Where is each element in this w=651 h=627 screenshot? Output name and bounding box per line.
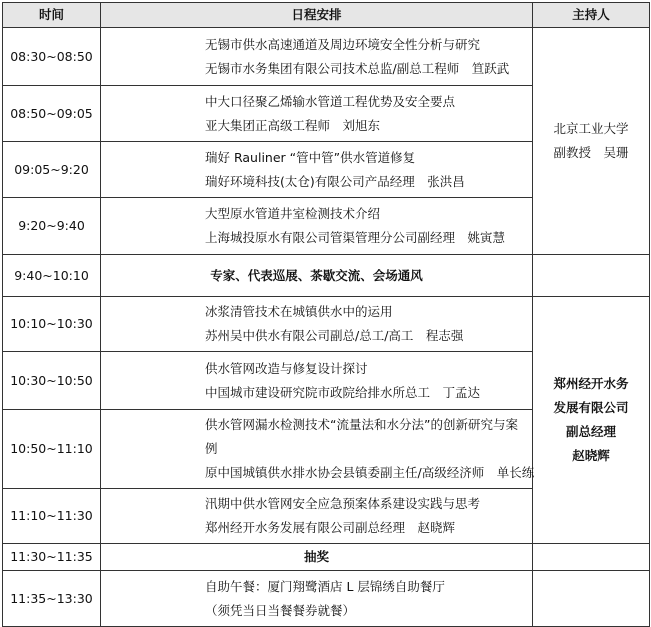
- talk-title: 供水管网漏水检测技术“流量法和水分法”的创新研究与案例: [205, 417, 518, 456]
- empty-host-cell: [533, 544, 650, 571]
- time-cell: 9:20~9:40: [3, 198, 101, 255]
- schedule-table: [2, 2, 650, 627]
- talk-title: 冰浆清管技术在城镇供水中的运用: [205, 304, 393, 319]
- header-agenda: 日程安排: [101, 3, 533, 28]
- agenda-cell: [101, 297, 533, 352]
- agenda-cell: [101, 352, 533, 410]
- time-cell: 11:30~11:35: [3, 544, 101, 571]
- table-row-lottery: [3, 544, 650, 571]
- agenda-cell: [101, 28, 533, 86]
- agenda-cell: [101, 86, 533, 142]
- talk-title: 汛期中供水管网安全应急预案体系建设实践与思考: [205, 496, 481, 511]
- agenda-cell: [101, 571, 533, 627]
- host-org: 郑州经开水务: [553, 376, 629, 391]
- host-cell: [533, 297, 650, 544]
- host-title: 副总经理: [565, 424, 616, 439]
- agenda-cell: [101, 142, 533, 198]
- time-cell: 10:10~10:30: [3, 297, 101, 352]
- time-cell: 11:10~11:30: [3, 489, 101, 544]
- agenda-cell: [101, 410, 533, 489]
- talk-title: 瑞好 Rauliner “管中管”供水管道修复: [205, 149, 416, 165]
- empty-host-cell: [533, 571, 650, 627]
- lunch-info: 自助午餐：厦门翔鹭酒店 L 层锦绣自助餐厅: [205, 578, 445, 594]
- speaker-info: 无锡市水务集团有限公司技术总监/副总工程师 笪跃武: [205, 60, 510, 76]
- table-row: [3, 297, 650, 352]
- talk-title: 供水管网改造与修复设计探讨: [205, 360, 368, 376]
- time-cell: 10:30~10:50: [3, 352, 101, 410]
- speaker-info: 苏州吴中供水有限公司副总/总工/高工 程志强: [205, 328, 464, 343]
- talk-title: 无锡市供水高速通道及周边环境安全性分析与研究: [205, 36, 481, 52]
- empty-host-cell: [533, 255, 650, 297]
- host-cell: [533, 28, 650, 255]
- host-org: 发展有限公司: [553, 400, 629, 415]
- table-row-lunch: [3, 571, 650, 627]
- table-row-break: [3, 255, 650, 297]
- speaker-info: 上海城投原水有限公司管渠管理分公司副经理 姚寅慧: [205, 230, 506, 245]
- speaker-info: 瑞好环境科技(太仓)有限公司产品经理 张洪昌: [205, 173, 465, 189]
- table-header-row: [3, 3, 650, 28]
- speaker-info: 郑州经开水务发展有限公司副总经理 赵晓辉: [205, 520, 456, 535]
- time-cell: 9:40~10:10: [3, 255, 101, 297]
- time-cell: 09:05~9:20: [3, 142, 101, 198]
- agenda-cell: [101, 198, 533, 255]
- time-cell: 08:30~08:50: [3, 28, 101, 86]
- header-time: 时间: [3, 3, 101, 28]
- talk-title: 中大口径聚乙烯输水管道工程优势及安全要点: [205, 93, 456, 109]
- time-cell: 11:35~13:30: [3, 571, 101, 627]
- host-org: 北京工业大学: [553, 121, 629, 136]
- talk-title: 大型原水管道井室检测技术介绍: [205, 206, 381, 221]
- host-name: 副教授 吴珊: [553, 145, 629, 160]
- table-row: [3, 28, 650, 86]
- lottery-cell: 抽奖: [101, 544, 533, 571]
- speaker-info: 中国城市建设研究院市政院给排水所总工 丁孟达: [205, 384, 481, 400]
- speaker-info: 原中国城镇供水排水协会县镇委副主任/高级经济师 单长练: [205, 465, 535, 480]
- header-host: 主持人: [533, 3, 650, 28]
- agenda-cell: [101, 489, 533, 544]
- lunch-note: （须凭当日当餐餐券就餐）: [205, 602, 356, 618]
- break-cell: 专家、代表巡展、茶歇交流、会场通风: [101, 255, 533, 297]
- speaker-info: 亚大集团正高级工程师 刘旭东: [205, 117, 381, 133]
- time-cell: 08:50~09:05: [3, 86, 101, 142]
- host-name: 赵晓辉: [572, 448, 610, 463]
- time-cell: 10:50~11:10: [3, 410, 101, 489]
